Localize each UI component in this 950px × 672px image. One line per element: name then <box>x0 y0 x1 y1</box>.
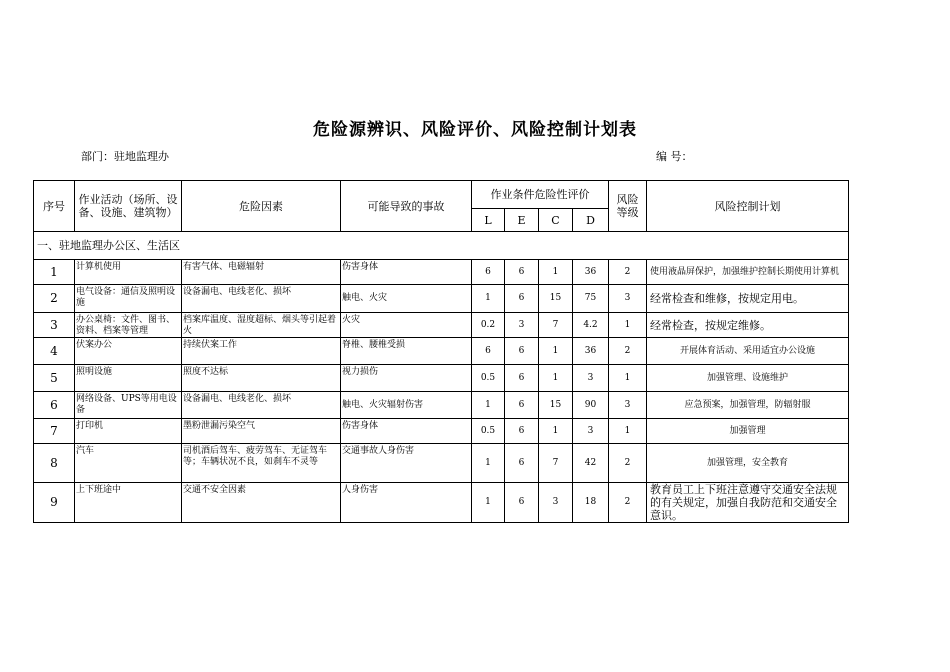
hazard-cell: 设备漏电、电线老化、损坏 <box>182 285 341 313</box>
level-cell: 2 <box>609 483 647 523</box>
activity-cell: 照明设施 <box>75 365 182 392</box>
header-level: 风险等级 <box>609 181 647 232</box>
plan-cell: 加强管理，安全教育 <box>647 444 849 483</box>
L-cell: 6 <box>472 338 505 365</box>
row-number: 6 <box>34 392 75 419</box>
section-title: 一、驻地监理办公区、生活区 <box>34 232 849 260</box>
C-cell: 15 <box>539 285 573 313</box>
level-cell: 1 <box>609 419 647 444</box>
L-cell: 1 <box>472 483 505 523</box>
accident-cell: 人身伤害 <box>341 483 472 523</box>
plan-cell: 经常检查和维修，按规定用电。 <box>647 285 849 313</box>
row-number: 9 <box>34 483 75 523</box>
activity-cell: 伏案办公 <box>75 338 182 365</box>
hazard-cell: 档案库温度、湿度超标、烟头等引起着火 <box>182 313 341 338</box>
activity-cell: 电气设备：通信及照明设施 <box>75 285 182 313</box>
activity-cell: 办公桌椅：文件、图书、资料、档案等管理 <box>75 313 182 338</box>
C-cell: 1 <box>539 338 573 365</box>
C-cell: 15 <box>539 392 573 419</box>
hazard-cell: 有害气体、电磁辐射 <box>182 260 341 285</box>
header-D: D <box>573 209 609 232</box>
hazard-cell: 墨粉泄漏污染空气 <box>182 419 341 444</box>
accident-cell: 火灾 <box>341 313 472 338</box>
D-cell: 90 <box>573 392 609 419</box>
L-cell: 1 <box>472 392 505 419</box>
activity-cell: 上下班途中 <box>75 483 182 523</box>
accident-cell: 触电、火灾 <box>341 285 472 313</box>
D-cell: 3 <box>573 419 609 444</box>
header-L: L <box>472 209 505 232</box>
L-cell: 0.2 <box>472 313 505 338</box>
header-activity: 作业活动（场所、设备、设施、建筑物） <box>75 181 182 232</box>
E-cell: 6 <box>505 419 539 444</box>
row-number: 3 <box>34 313 75 338</box>
hazard-cell: 司机酒后驾车、疲劳驾车、无证驾车等；车辆状况不良，如刹车不灵等 <box>182 444 341 483</box>
accident-cell: 脊椎、腰椎受损 <box>341 338 472 365</box>
row-number: 4 <box>34 338 75 365</box>
activity-cell: 计算机使用 <box>75 260 182 285</box>
level-cell: 1 <box>609 365 647 392</box>
table-row <box>34 444 849 483</box>
E-cell: 6 <box>505 285 539 313</box>
row-number: 2 <box>34 285 75 313</box>
E-cell: 6 <box>505 338 539 365</box>
D-cell: 36 <box>573 338 609 365</box>
row-number: 5 <box>34 365 75 392</box>
page-title: 危险源辨识、风险评价、风险控制计划表 <box>313 120 637 140</box>
level-cell: 3 <box>609 392 647 419</box>
table-row <box>34 260 849 285</box>
C-cell: 7 <box>539 313 573 338</box>
header-C: C <box>539 209 573 232</box>
L-cell: 6 <box>472 260 505 285</box>
header-plan: 风险控制计划 <box>647 181 849 232</box>
accident-cell: 伤害身体 <box>341 260 472 285</box>
level-cell: 2 <box>609 338 647 365</box>
activity-cell: 汽车 <box>75 444 182 483</box>
code-label: 编 号： <box>656 150 693 163</box>
D-cell: 36 <box>573 260 609 285</box>
hazard-cell: 交通不安全因素 <box>182 483 341 523</box>
plan-cell: 加强管理、设施维护 <box>647 365 849 392</box>
department-label: 部门：驻地监理办 <box>81 150 169 163</box>
accident-cell: 伤害身体 <box>341 419 472 444</box>
C-cell: 1 <box>539 260 573 285</box>
table-row <box>34 365 849 392</box>
level-cell: 2 <box>609 444 647 483</box>
E-cell: 6 <box>505 260 539 285</box>
L-cell: 1 <box>472 285 505 313</box>
plan-cell: 加强管理 <box>647 419 849 444</box>
table-row <box>34 392 849 419</box>
hazard-cell: 设备漏电、电线老化、损坏 <box>182 392 341 419</box>
accident-cell: 视力损伤 <box>341 365 472 392</box>
header-eval: 作业条件危险性评价 <box>472 181 609 209</box>
D-cell: 3 <box>573 365 609 392</box>
row-number: 8 <box>34 444 75 483</box>
plan-cell: 使用液晶屏保护，加强维护控制长期使用计算机 <box>647 260 849 285</box>
accident-cell: 交通事故人身伤害 <box>341 444 472 483</box>
hazard-cell: 持续伏案工作 <box>182 338 341 365</box>
accident-cell: 触电、火灾辐射伤害 <box>341 392 472 419</box>
plan-cell: 应急预案，加强管理，防辐射服 <box>647 392 849 419</box>
D-cell: 75 <box>573 285 609 313</box>
level-cell: 2 <box>609 260 647 285</box>
header-hazard: 危险因素 <box>182 181 341 232</box>
activity-cell: 网络设备、UPS等用电设备 <box>75 392 182 419</box>
D-cell: 18 <box>573 483 609 523</box>
E-cell: 6 <box>505 444 539 483</box>
header-E: E <box>505 209 539 232</box>
table-row <box>34 285 849 313</box>
header-accident: 可能导致的事故 <box>341 181 472 232</box>
E-cell: 3 <box>505 313 539 338</box>
plan-cell: 经常检查，按规定维修。 <box>647 313 849 338</box>
row-number: 7 <box>34 419 75 444</box>
D-cell: 4.2 <box>573 313 609 338</box>
plan-cell: 开展体育活动、采用适宜办公设施 <box>647 338 849 365</box>
table-row <box>34 483 849 523</box>
E-cell: 6 <box>505 483 539 523</box>
hazard-cell: 照度不达标 <box>182 365 341 392</box>
C-cell: 1 <box>539 419 573 444</box>
L-cell: 0.5 <box>472 365 505 392</box>
risk-table <box>33 180 849 523</box>
L-cell: 0.5 <box>472 419 505 444</box>
C-cell: 1 <box>539 365 573 392</box>
row-number: 1 <box>34 260 75 285</box>
C-cell: 3 <box>539 483 573 523</box>
header-seq: 序号 <box>34 181 75 232</box>
table-row <box>34 419 849 444</box>
table-row <box>34 338 849 365</box>
table-row <box>34 313 849 338</box>
plan-cell: 教育员工上下班注意遵守交通安全法规的有关规定，加强自我防范和交通安全意识。 <box>647 483 849 523</box>
level-cell: 3 <box>609 285 647 313</box>
C-cell: 7 <box>539 444 573 483</box>
E-cell: 6 <box>505 392 539 419</box>
L-cell: 1 <box>472 444 505 483</box>
activity-cell: 打印机 <box>75 419 182 444</box>
D-cell: 42 <box>573 444 609 483</box>
E-cell: 6 <box>505 365 539 392</box>
level-cell: 1 <box>609 313 647 338</box>
